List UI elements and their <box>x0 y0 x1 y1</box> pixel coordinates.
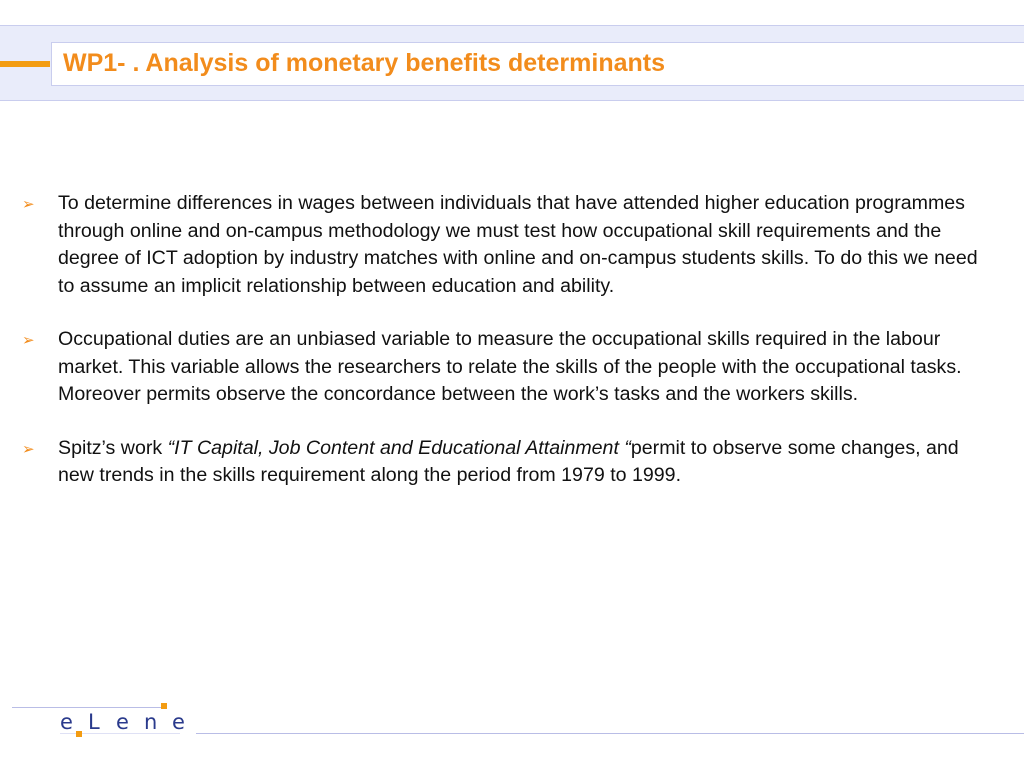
logo-square-accent-bottom <box>76 731 82 737</box>
bullet-item <box>22 326 997 409</box>
bullet-item <box>22 435 997 490</box>
arrow-bullet-icon: ➢ <box>22 331 35 349</box>
arrow-bullet-icon: ➢ <box>22 195 35 213</box>
footer-divider-right <box>196 733 1024 734</box>
bullet-text-prefix: Spitz’s work <box>58 436 168 459</box>
bullet-list <box>22 190 997 516</box>
logo-letter: e <box>172 710 185 734</box>
bullet-text: To determine differences in wages between individuals that have attended higher education programmes through online and on-campus methodology we must test how occupational skill requirements and the degree of ICT adoption by industry matches with online and on-campus students skills. To do this we need to assume an implicit relationship between education and ability. <box>58 192 978 297</box>
logo-letter: L <box>88 710 100 734</box>
bullet-item <box>22 190 997 300</box>
logo-letter: n <box>144 710 158 734</box>
title-accent-bar <box>0 61 50 67</box>
slide-title: WP1- . Analysis of monetary benefits determinants <box>63 49 665 77</box>
arrow-bullet-icon: ➢ <box>22 439 35 458</box>
logo-letter: e <box>60 710 73 734</box>
elene-logo <box>60 703 195 739</box>
logo-letter: e <box>116 710 129 734</box>
logo-square-accent-top <box>161 703 167 709</box>
cited-work-title: “IT Capital, Job Content and Educational Attainment “ <box>167 436 631 459</box>
bullet-text: Occupational duties are an unbiased variable to measure the occupational skills required in the labour market. This variable allows the researchers to relate the skills of the people with the occupational tasks. Moreover permits observe the concordance between the work’s tasks and the workers skills. <box>58 328 962 405</box>
bullet-text-suffix: permit to observe some changes, and new trends in the skills requirement along the period from 1979 to 1999. <box>58 436 959 486</box>
